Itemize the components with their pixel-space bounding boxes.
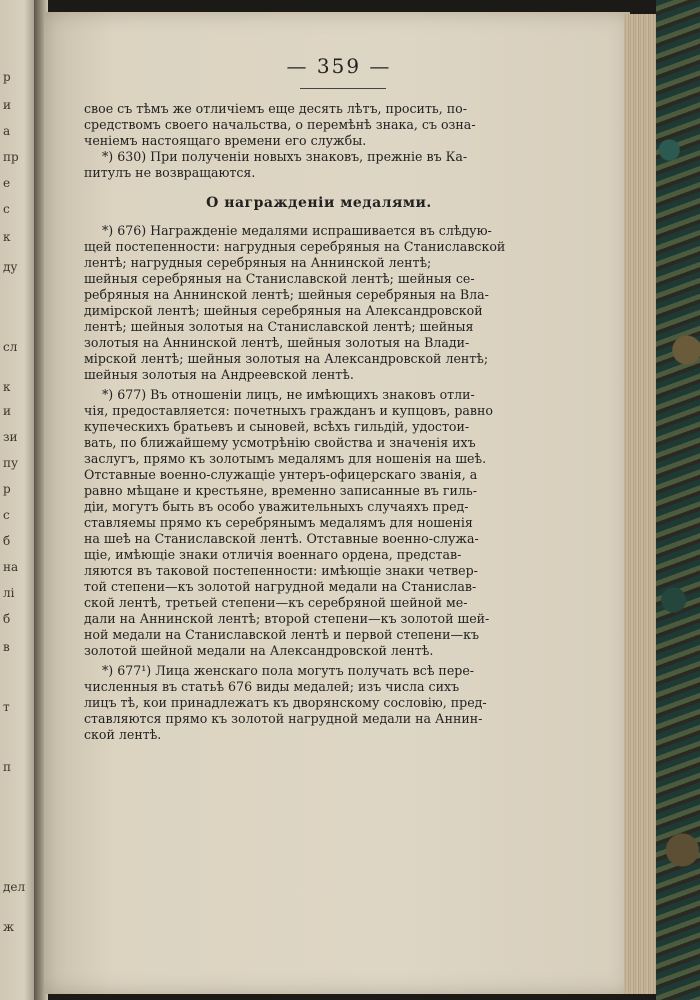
text-line: *) 677¹) Лица женскаго пола могутъ получать всѣ пере- bbox=[102, 663, 475, 678]
marbled-cover bbox=[656, 0, 700, 1000]
text-line: заслугъ, прямо къ золотымъ медалямъ для ношенія на шеѣ. bbox=[84, 451, 487, 466]
text-line: численныя въ статьѣ 676 виды медалей; изъ числа сихъ bbox=[84, 679, 460, 694]
left-page-fragment: и bbox=[3, 404, 11, 418]
text-line: ставляемы прямо къ серебрянымъ медалямъ для ношенія bbox=[84, 515, 473, 530]
left-page-fragment: е bbox=[3, 176, 11, 190]
text-line: дали на Аннинской лентѣ; второй степени—къ золотой шей- bbox=[84, 611, 490, 626]
text-line: той степени—къ золотой нагрудной медали на Станислав- bbox=[84, 579, 477, 594]
text-line: *) 677) Въ отношеніи лицъ, не имѣющихъ знаковъ отли- bbox=[102, 387, 475, 402]
text-line: лентѣ; шейныя золотыя на Станиславской лентѣ; шейныя bbox=[84, 319, 474, 334]
paragraph bbox=[84, 223, 554, 383]
text-line: ставляются прямо къ золотой нагрудной медали на Аннин- bbox=[84, 711, 483, 726]
page-edges bbox=[624, 14, 658, 994]
text-line: вать, по ближайшему усмотрѣнію свойства и значенія ихъ bbox=[84, 435, 476, 450]
text-line: ской лентѣ, третьей степени—къ серебряной шейной ме- bbox=[84, 595, 468, 610]
left-page-fragment: р bbox=[3, 482, 11, 496]
page-text bbox=[84, 54, 554, 743]
text-line: щей постепенности: нагрудныя серебряныя на Станиславской bbox=[84, 239, 506, 254]
left-page-fragment: а bbox=[3, 124, 11, 138]
section-heading: О награжденіи медалями. bbox=[206, 195, 432, 211]
left-page-fragment: п bbox=[3, 760, 11, 774]
left-page-fragment: к bbox=[3, 380, 11, 394]
paragraph bbox=[84, 387, 554, 659]
paragraph bbox=[84, 663, 554, 743]
paragraph bbox=[84, 149, 554, 181]
text-line: ской лентѣ. bbox=[84, 727, 162, 742]
left-page-fragment: р bbox=[3, 70, 11, 84]
paragraph bbox=[84, 101, 554, 149]
text-line: питулъ не возвращаются. bbox=[84, 165, 256, 180]
text-line: равно мѣщане и крестьяне, временно записанные въ гиль- bbox=[84, 483, 477, 498]
left-page-fragment: на bbox=[3, 560, 19, 574]
left-page-fragment: б bbox=[3, 534, 11, 548]
left-page-fragment: пр bbox=[3, 150, 19, 164]
left-page-fragment: б bbox=[3, 612, 11, 626]
text-line: ченіемъ настоящаго времени его службы. bbox=[84, 133, 367, 148]
text-line: шейныя серебряныя на Станиславской лентѣ; шейныя се- bbox=[84, 271, 475, 286]
text-line: Отставные военно-служащіе унтеръ-офицерскаго званія, а bbox=[84, 467, 478, 482]
text-line: мірской лентѣ; шейныя золотыя на Александровской лентѣ; bbox=[84, 351, 489, 366]
text-line: лицъ тѣ, кои принадлежатъ къ дворянскому сословію, пред- bbox=[84, 695, 487, 710]
text-line: шейныя золотыя на Андреевской лентѣ. bbox=[84, 367, 354, 382]
text-line: ной медали на Станиславской лентѣ и первой степени—къ bbox=[84, 627, 480, 642]
text-line: купеческихъ братьевъ и сыновей, всѣхъ гильдій, удостои- bbox=[84, 419, 470, 434]
left-page-fragment: ду bbox=[3, 260, 18, 274]
text-line: ребряныя на Аннинской лентѣ; шейныя серебряныя на Вла- bbox=[84, 287, 489, 302]
text-line: чія, предоставляется: почетныхъ гражданъ и купцовъ, равно bbox=[84, 403, 493, 418]
left-page-fragment: с bbox=[3, 508, 10, 522]
page-number-rule bbox=[300, 88, 386, 89]
text-line: димірской лентѣ; шейныя серебряныя на Александровской bbox=[84, 303, 483, 318]
text-line: ляются въ таковой постепенности: имѣющіе знаки четвер- bbox=[84, 563, 478, 578]
text-line: лентѣ; нагрудныя серебряныя на Аннинской лентѣ; bbox=[84, 255, 432, 270]
text-line: *) 630) При полученіи новыхъ знаковъ, прежніе въ Ка- bbox=[102, 149, 468, 164]
page-number: — 359 — bbox=[286, 54, 392, 78]
text-line: на шеѣ на Станиславской лентѣ. Отставные военно-служа- bbox=[84, 531, 479, 546]
text-line: свое съ тѣмъ же отличіемъ еще десять лѣтъ, просить, по- bbox=[84, 101, 468, 116]
left-page-fragment: с bbox=[3, 202, 10, 216]
text-line: щіе, имѣющіе знаки отличія военнаго ордена, представ- bbox=[84, 547, 462, 562]
text-line: средствомъ своего начальства, о перемѣнѣ знака, съ озна- bbox=[84, 117, 476, 132]
left-page-fragment: к bbox=[3, 230, 11, 244]
text-line: діи, могутъ быть въ особо уважительныхъ случаяхъ пред- bbox=[84, 499, 469, 514]
left-page-fragment: пу bbox=[3, 456, 19, 470]
left-page-fragment: дел bbox=[3, 880, 26, 894]
left-page-fragment: ж bbox=[3, 920, 15, 934]
text-line: золотой шейной медали на Александровской лентѣ. bbox=[84, 643, 434, 658]
left-page-fragment: и bbox=[3, 98, 11, 112]
text-line: золотыя на Аннинской лентѣ, шейныя золотыя на Влади- bbox=[84, 335, 470, 350]
left-page-fragment: в bbox=[3, 640, 10, 654]
left-page-fragment: зи bbox=[3, 430, 18, 444]
left-page-fragment: сл bbox=[3, 340, 18, 354]
left-page-fragment: т bbox=[3, 700, 10, 714]
left-page-fragment: лі bbox=[3, 586, 15, 600]
text-line: *) 676) Награжденіе медалями испрашивается въ слѣдую- bbox=[102, 223, 492, 238]
